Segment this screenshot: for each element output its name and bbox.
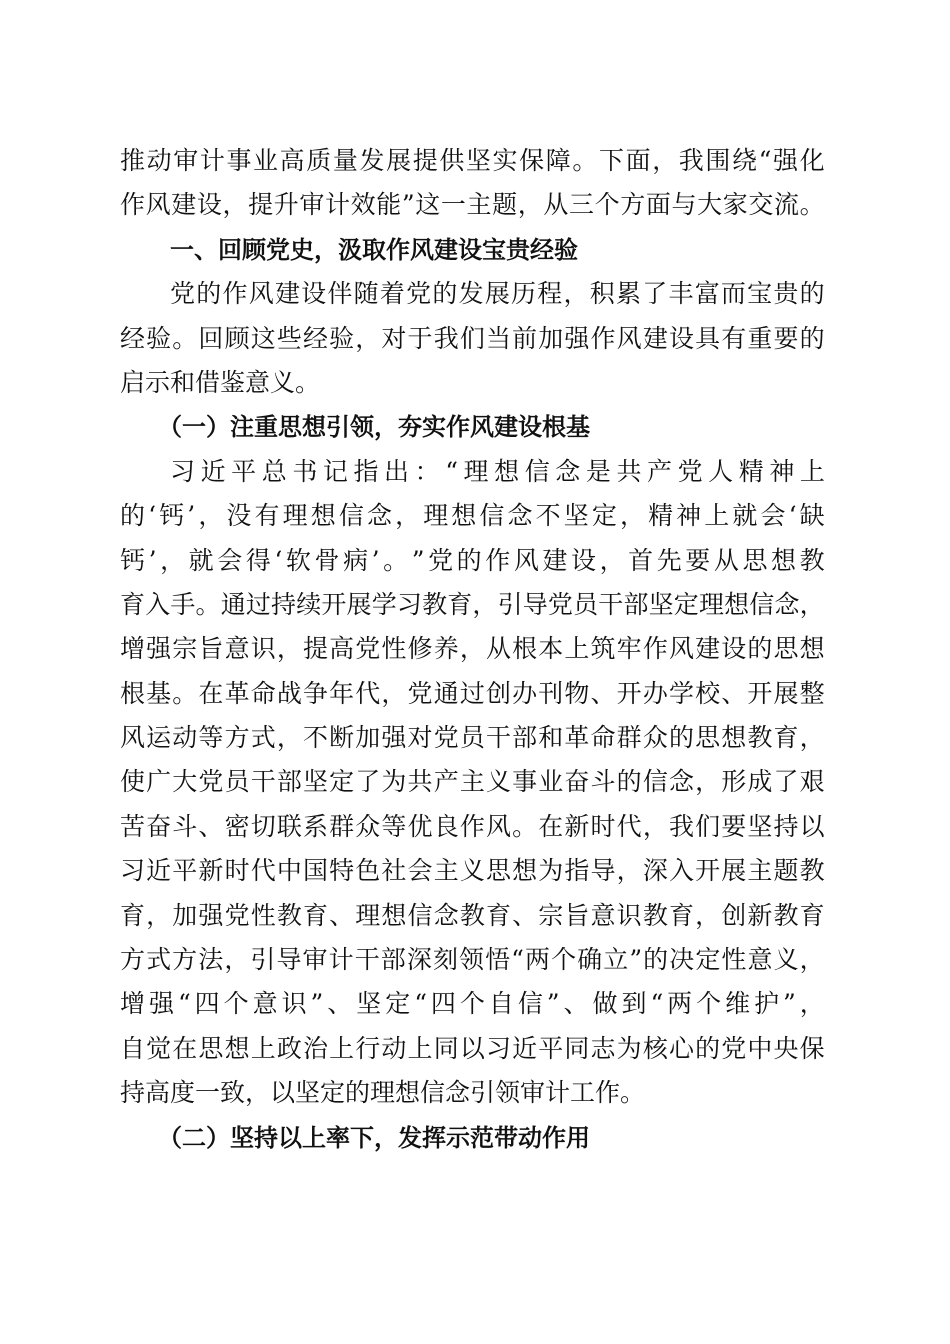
paragraph-line: 作 风 建 设 ， 提 升 审 计 效 能 ” 这 一 主 题 ， 从 三 个 方 面 与 大 家 交 流 。 [120, 190, 825, 220]
paragraph-line: 的 ‘ 钙 ’ ， 没 有 理 想 信 念 ， 理 想 信 念 不 坚 定 ， 精 神 上 就 会 ‘ 缺 [120, 501, 825, 531]
paragraph-line: 育 入 手 。 通 过 持 续 开 展 学 习 教 育 ， 引 导 党 员 干 部 坚 定 理 想 信 念 ， [120, 589, 825, 619]
paragraph-line: 育 ， 加 强 党 性 教 育 、 理 想 信 念 教 育 、 宗 旨 意 识 教 育 ， 创 新 教 育 [120, 900, 825, 930]
paragraph-line: 苦 奋 斗 、 密 切 联 系 群 众 等 优 良 作 风 。 在 新 时 代 ， 我 们 要 坚 持 以 [120, 811, 825, 841]
paragraph-first-line: 习 近 平 总 书 记 指 出 ： “ 理 想 信 念 是 共 产 党 人 精 神 上 [170, 456, 825, 486]
subsection-heading: （一）注重思想引领，夯实作风建设根基 [158, 412, 590, 442]
section-heading: 一、回顾党史，汲取作风建设宝贵经验 [170, 235, 578, 264]
paragraph-line: 启示和借鉴意义。 [120, 367, 321, 397]
paragraph-line: 使 广 大 党 员 干 部 坚 定 了 为 共 产 主 义 事 业 奋 斗 的 信 念 ， 形 成 了 艰 [120, 767, 825, 797]
paragraph-first-line: 党 的 作 风 建 设 伴 随 着 党 的 发 展 历 程 ， 积 累 了 丰 富 而 宝 贵 的 [170, 279, 825, 309]
document-page [120, 139, 825, 1160]
subsection-heading: （二）坚持以上率下，发挥示范带动作用 [158, 1122, 590, 1152]
paragraph-line: 推 动 审 计 事 业 高 质 量 发 展 提 供 坚 实 保 障 。 下 面 ， 我 围 绕 “ 强 化 [120, 146, 825, 175]
paragraph-line: 持高度一致，以坚定的理想信念引领审计工作。 [120, 1078, 646, 1108]
paragraph-line: 习 近 平 新 时 代 中 国 特 色 社 会 主 义 思 想 为 指 导 ， 深 入 开 展 主 题 教 [120, 856, 825, 886]
paragraph-line: 根 基 。 在 革 命 战 争 年 代 ， 党 通 过 创 办 刊 物 、 开 办 学 校 、 开 展 整 [120, 678, 825, 708]
paragraph-line: 自 觉 在 思 想 上 政 治 上 行 动 上 同 以 习 近 平 同 志 为 核 心 的 党 中 央 保 [120, 1033, 825, 1063]
paragraph-line: 方 式 方 法 ， 引 导 审 计 干 部 深 刻 领 悟 “ 两 个 确 立 ” 的 决 定 性 意 义 ， [120, 945, 825, 975]
paragraph-line: 增 强 宗 旨 意 识 ， 提 高 党 性 修 养 ， 从 根 本 上 筑 牢 作 风 建 设 的 思 想 [120, 634, 825, 664]
paragraph-line: 钙 ’ ， 就 会 得 ‘ 软 骨 病 ’ 。 ” 党 的 作 风 建 设 ， 首 先 要 从 思 想 教 [120, 545, 825, 575]
paragraph-line: 增 强 “ 四 个 意 识 ” 、 坚 定 “ 四 个 自 信 ” 、 做 到 “ 两 个 维 护 ” ， [120, 989, 825, 1019]
paragraph-line: 风 运 动 等 方 式 ， 不 断 加 强 对 党 员 干 部 和 革 命 群 众 的 思 想 教 育 ， [120, 723, 825, 753]
paragraph-line: 经 验 。 回 顾 这 些 经 验 ， 对 于 我 们 当 前 加 强 作 风 建 设 具 有 重 要 的 [120, 323, 825, 353]
